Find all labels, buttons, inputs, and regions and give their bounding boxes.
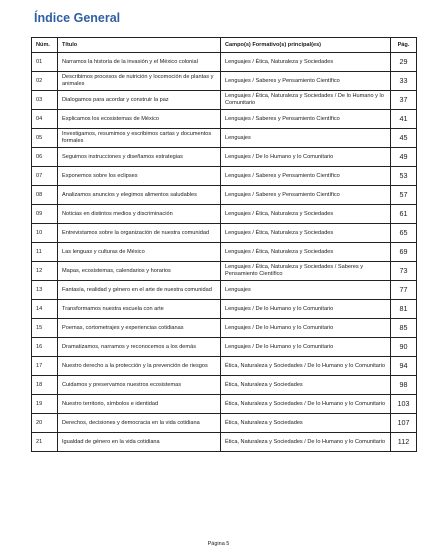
table-row	[32, 357, 417, 376]
row-number: 05	[32, 129, 58, 148]
row-field: Ética, Naturaleza y Sociedades / De lo Humano y lo Comunitario	[221, 357, 391, 376]
row-number: 11	[32, 243, 58, 262]
row-page: 49	[391, 148, 417, 167]
table-row	[32, 167, 417, 186]
row-title: Nuestro derecho a la protección y la prevención de riesgos	[58, 357, 221, 376]
row-page: 61	[391, 205, 417, 224]
row-title: Narramos la historia de la invasión y el México colonial	[58, 53, 221, 72]
row-field: Lenguajes / Ética, Naturaleza y Sociedades	[221, 205, 391, 224]
row-number: 12	[32, 262, 58, 281]
row-field: Lenguajes / De lo Humano y lo Comunitario	[221, 148, 391, 167]
table-row	[32, 300, 417, 319]
row-field: Lenguajes / Ética, Naturaleza y Sociedades / De lo Humano y lo Comunitario	[221, 91, 391, 110]
row-number: 18	[32, 376, 58, 395]
row-title: Poemas, cortometrajes y experiencias cotidianas	[58, 319, 221, 338]
row-field: Lenguajes / De lo Humano y lo Comunitario	[221, 338, 391, 357]
row-title: Entrevistamos sobre la organización de nuestra comunidad	[58, 224, 221, 243]
row-field: Ética, Naturaleza y Sociedades / De lo Humano y lo Comunitario	[221, 433, 391, 452]
row-title: Derechos, decisiones y democracia en la vida cotidiana	[58, 414, 221, 433]
table-row	[32, 262, 417, 281]
row-page: 57	[391, 186, 417, 205]
row-title: Exponemos sobre los eclipses	[58, 167, 221, 186]
row-field: Lenguajes / Ética, Naturaleza y Sociedades	[221, 53, 391, 72]
row-page: 65	[391, 224, 417, 243]
table-header-row	[32, 38, 417, 53]
row-page: 41	[391, 110, 417, 129]
row-title: Mapas, ecosistemas, calendarios y horarios	[58, 262, 221, 281]
row-title: Analizamos anuncios y elegimos alimentos saludables	[58, 186, 221, 205]
row-number: 07	[32, 167, 58, 186]
row-page: 81	[391, 300, 417, 319]
table-row	[32, 110, 417, 129]
row-field: Lenguajes / Saberes y Pensamiento Científico	[221, 186, 391, 205]
row-field: Ética, Naturaleza y Sociedades	[221, 414, 391, 433]
row-page: 85	[391, 319, 417, 338]
row-page: 73	[391, 262, 417, 281]
row-page: 90	[391, 338, 417, 357]
row-field: Lenguajes / De lo Humano y lo Comunitario	[221, 319, 391, 338]
row-field: Lenguajes / De lo Humano y lo Comunitario	[221, 300, 391, 319]
table-row	[32, 148, 417, 167]
index-table	[31, 37, 417, 452]
row-number: 21	[32, 433, 58, 452]
table-row	[32, 414, 417, 433]
row-field: Lenguajes / Saberes y Pensamiento Científico	[221, 110, 391, 129]
row-number: 08	[32, 186, 58, 205]
row-page: 33	[391, 72, 417, 91]
column-header-field: Campo(s) Formativo(s) principal(es)	[221, 38, 391, 53]
table-row	[32, 319, 417, 338]
row-page: 107	[391, 414, 417, 433]
table-row	[32, 338, 417, 357]
row-field: Lenguajes / Saberes y Pensamiento Científico	[221, 167, 391, 186]
table-row	[32, 129, 417, 148]
row-field: Ética, Naturaleza y Sociedades	[221, 376, 391, 395]
row-page: 69	[391, 243, 417, 262]
table-row	[32, 281, 417, 300]
row-number: 14	[32, 300, 58, 319]
row-number: 19	[32, 395, 58, 414]
row-field: Lenguajes / Ética, Naturaleza y Sociedades	[221, 224, 391, 243]
row-title: Cuidamos y preservamos nuestros ecosistemas	[58, 376, 221, 395]
row-title: Investigamos, resumimos y escribimos cartas y documentos formales	[58, 129, 221, 148]
row-title: Fantasía, realidad y género en el arte de nuestra comunidad	[58, 281, 221, 300]
row-page: 98	[391, 376, 417, 395]
column-header-number: Núm.	[32, 38, 58, 53]
row-number: 01	[32, 53, 58, 72]
table-row	[32, 433, 417, 452]
row-page: 45	[391, 129, 417, 148]
row-page: 29	[391, 53, 417, 72]
row-page: 53	[391, 167, 417, 186]
row-number: 09	[32, 205, 58, 224]
row-number: 17	[32, 357, 58, 376]
row-field: Lenguajes / Ética, Naturaleza y Sociedades / Saberes y Pensamiento Científico	[221, 262, 391, 281]
row-field: Lenguajes / Ética, Naturaleza y Sociedades	[221, 243, 391, 262]
page-title: Índice General	[34, 11, 121, 25]
column-header-page: Pág.	[391, 38, 417, 53]
row-page: 103	[391, 395, 417, 414]
column-header-title: Título	[58, 38, 221, 53]
row-field: Lenguajes	[221, 129, 391, 148]
row-title: Dramatizamos, narramos y reconocemos a los demás	[58, 338, 221, 357]
row-title: Noticias en distintos medios y discriminación	[58, 205, 221, 224]
row-number: 15	[32, 319, 58, 338]
row-number: 13	[32, 281, 58, 300]
row-page: 77	[391, 281, 417, 300]
row-page: 112	[391, 433, 417, 452]
row-title: Explicamos los ecosistemas de México	[58, 110, 221, 129]
row-field: Lenguajes / Saberes y Pensamiento Científico	[221, 72, 391, 91]
row-number: 20	[32, 414, 58, 433]
row-title: Nuestro territorio, símbolos e identidad	[58, 395, 221, 414]
row-title: Describimos procesos de nutrición y locomoción de plantas y animales	[58, 72, 221, 91]
row-number: 06	[32, 148, 58, 167]
row-field: Ética, Naturaleza y Sociedades / De lo Humano y lo Comunitario	[221, 395, 391, 414]
row-number: 02	[32, 72, 58, 91]
table-row	[32, 186, 417, 205]
row-field: Lenguajes	[221, 281, 391, 300]
row-page: 94	[391, 357, 417, 376]
page-number: Página 5	[207, 541, 230, 547]
row-title: Igualdad de género en la vida cotidiana	[58, 433, 221, 452]
table-row	[32, 53, 417, 72]
row-title: Las lenguas y culturas de México	[58, 243, 221, 262]
row-number: 10	[32, 224, 58, 243]
row-number: 03	[32, 91, 58, 110]
table-row	[32, 376, 417, 395]
table-row	[32, 224, 417, 243]
row-title: Seguimos instrucciones y diseñamos estrategias	[58, 148, 221, 167]
table-row	[32, 395, 417, 414]
row-title: Transformamos nuestra escuela con arte	[58, 300, 221, 319]
row-page: 37	[391, 91, 417, 110]
row-title: Dialogamos para acordar y construir la paz	[58, 91, 221, 110]
table-row	[32, 91, 417, 110]
table-row	[32, 243, 417, 262]
table-row	[32, 72, 417, 91]
row-number: 16	[32, 338, 58, 357]
table-row	[32, 205, 417, 224]
row-number: 04	[32, 110, 58, 129]
